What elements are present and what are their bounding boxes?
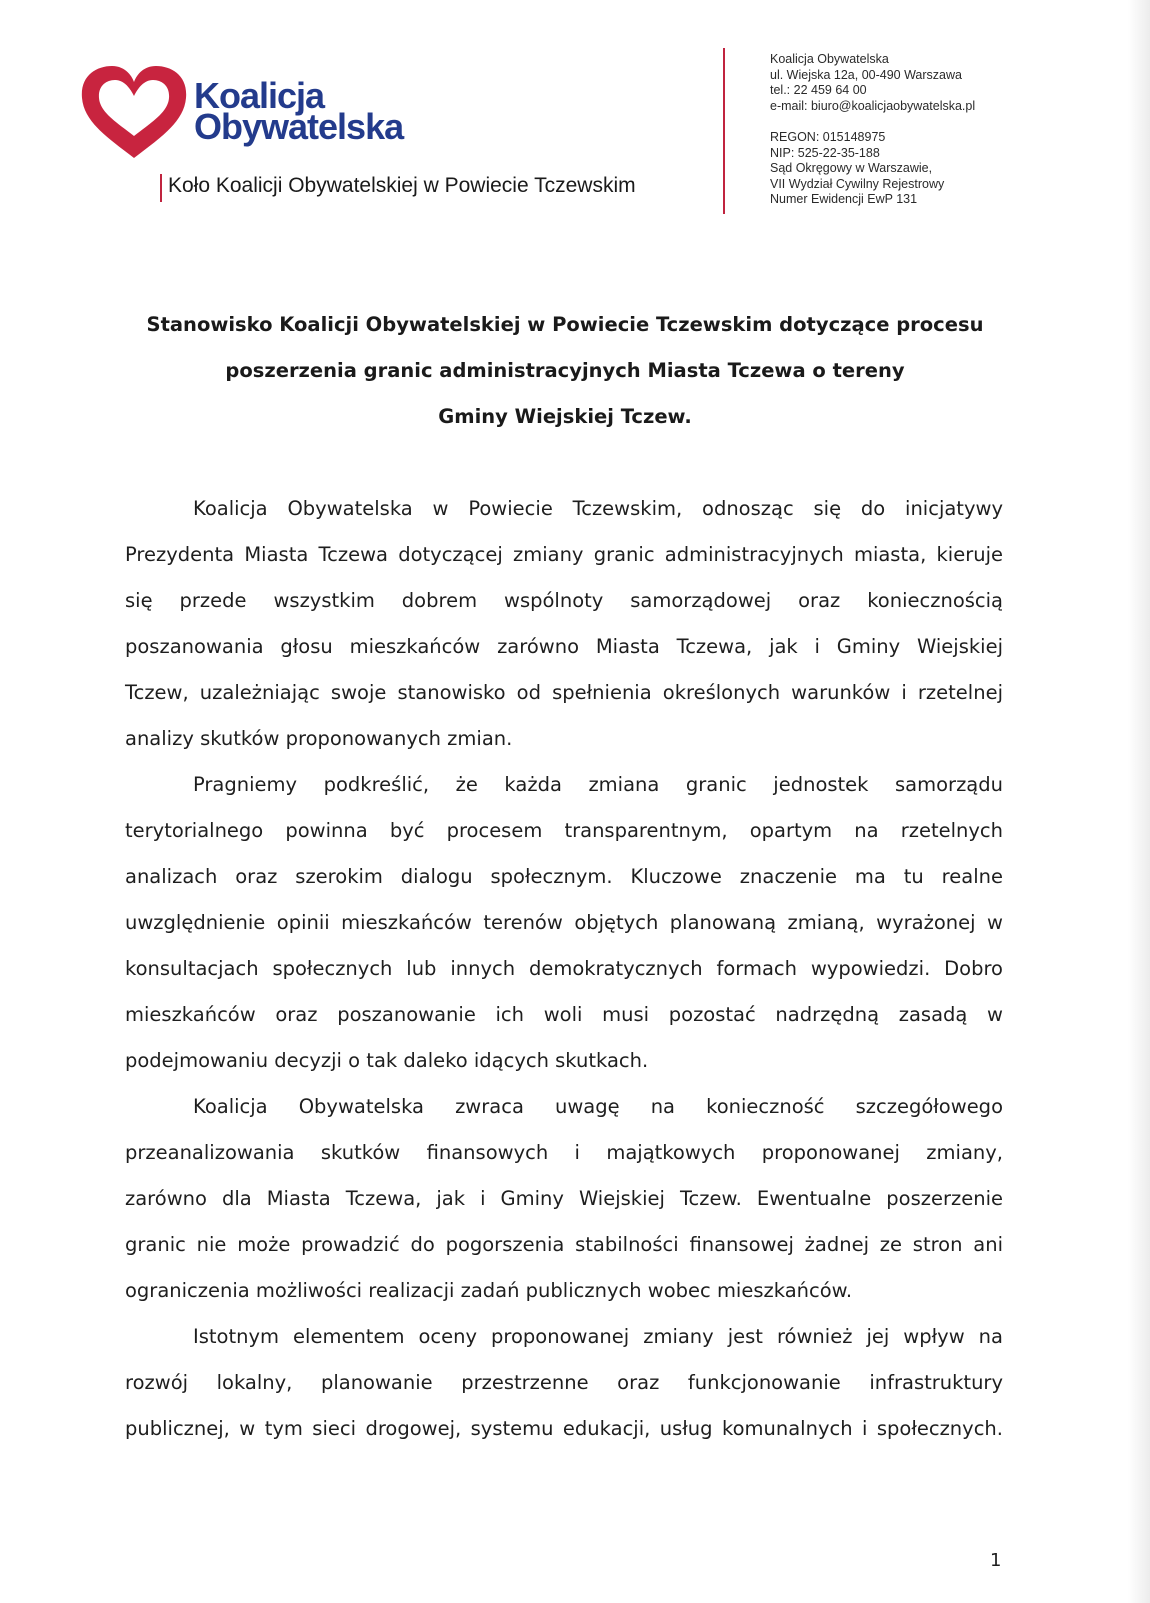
page-edge-shadow	[1128, 0, 1150, 1603]
contact-phone: tel.: 22 459 64 00	[770, 83, 867, 97]
paragraph-1	[125, 486, 1003, 762]
paragraph-2	[125, 762, 1003, 1084]
text-line: ograniczenia możliwości realizacji zadań publicznych wobec mieszkańców.	[125, 1279, 853, 1302]
text-line: rozwój lokalny, planowanie przestrzenne oraz funkcjonowanie infrastruktury	[125, 1371, 1003, 1394]
document-title	[100, 302, 1030, 440]
contact-org: Koalicja Obywatelska	[770, 52, 889, 66]
text-line: podejmowaniu decyzji o tak daleko idących skutkach.	[125, 1049, 649, 1072]
text-line: terytorialnego powinna być procesem transparentnym, opartym na rzetelnych	[125, 819, 1003, 842]
logo-line-2: Obywatelska	[194, 106, 404, 147]
contact-block	[770, 52, 975, 208]
header-divider	[723, 48, 725, 214]
text-line: analizy skutków proponowanych zmian.	[125, 727, 513, 750]
circle-name-accent	[160, 174, 162, 202]
contact-record: Numer Ewidencji EwP 131	[770, 192, 918, 206]
text-line: Koalicja Obywatelska zwraca uwagę na konieczność szczegółowego	[193, 1095, 1003, 1118]
text-line: poszanowania głosu mieszkańców zarówno Miasta Tczewa, jak i Gminy Wiejskiej	[125, 635, 1003, 658]
party-logo	[78, 62, 458, 162]
text-line: się przede wszystkim dobrem wspólnoty samorządowej oraz koniecznością	[125, 589, 1003, 612]
text-line: zarówno dla Miasta Tczewa, jak i Gminy Wiejskiej Tczew. Ewentualne poszerzenie	[125, 1187, 1003, 1210]
text-line: Koalicja Obywatelska w Powiecie Tczewskim, odnosząc się do inicjatywy	[193, 497, 1003, 520]
logo-wordmark	[194, 75, 404, 147]
title-line-3: Gminy Wiejskiej Tczew.	[438, 405, 692, 428]
circle-name: Koło Koalicji Obywatelskiej w Powiecie Tczewskim	[168, 174, 636, 197]
contact-regon: REGON: 015148975	[770, 130, 886, 144]
paragraph-4	[125, 1314, 1003, 1452]
text-line: granic nie może prowadzić do pogorszenia stabilności finansowej żadnej ze stron ani	[125, 1233, 1003, 1256]
text-line: konsultacjach społecznych lub innych demokratycznych formach wypowiedzi. Dobro	[125, 957, 1003, 980]
text-line: przeanalizowania skutków finansowych i majątkowych proponowanej zmiany,	[125, 1141, 1003, 1164]
text-line: Istotnym elementem oceny proponowanej zmiany jest również jej wpływ na	[193, 1325, 1003, 1348]
heart-icon	[78, 62, 190, 162]
text-line: analizach oraz szerokim dialogu społecznym. Kluczowe znaczenie ma tu realne	[125, 865, 1003, 888]
document-body	[125, 486, 1003, 1452]
contact-dept: VII Wydział Cywilny Rejestrowy	[770, 176, 945, 191]
contact-address: ul. Wiejska 12a, 00-490 Warszawa	[770, 67, 962, 82]
contact-court: Sąd Okręgowy w Warszawie,	[770, 161, 933, 175]
text-line: publicznej, w tym sieci drogowej, systemu edukacji, usług komunalnych i społecznych.	[125, 1417, 1003, 1440]
logo-line-1: Koalicja	[194, 75, 325, 116]
title-line-2: poszerzenia granic administracyjnych Miasta Tczewa o tereny	[225, 359, 905, 382]
paragraph-3	[125, 1084, 1003, 1314]
text-line: Tczew, uzależniając swoje stanowisko od spełnienia określonych warunków i rzetelnej	[125, 681, 1003, 704]
text-line: mieszkańców oraz poszanowanie ich woli musi pozostać nadrzędną zasadą w	[125, 1003, 1003, 1026]
contact-nip: NIP: 525-22-35-188	[770, 145, 880, 160]
text-line: uwzględnienie opinii mieszkańców terenów objętych planowaną zmianą, wyrażonej w	[125, 911, 1003, 934]
text-line: Prezydenta Miasta Tczewa dotyczącej zmiany granic administracyjnych miasta, kieruje	[125, 543, 1003, 566]
contact-email: e-mail: biuro@koalicjaobywatelska.pl	[770, 98, 976, 113]
title-line-1: Stanowisko Koalicji Obywatelskiej w Powiecie Tczewskim dotyczące procesu	[146, 313, 984, 336]
text-line: Pragniemy podkreślić, że każda zmiana granic jednostek samorządu	[193, 773, 1003, 796]
page-number: 1	[990, 1550, 1002, 1571]
